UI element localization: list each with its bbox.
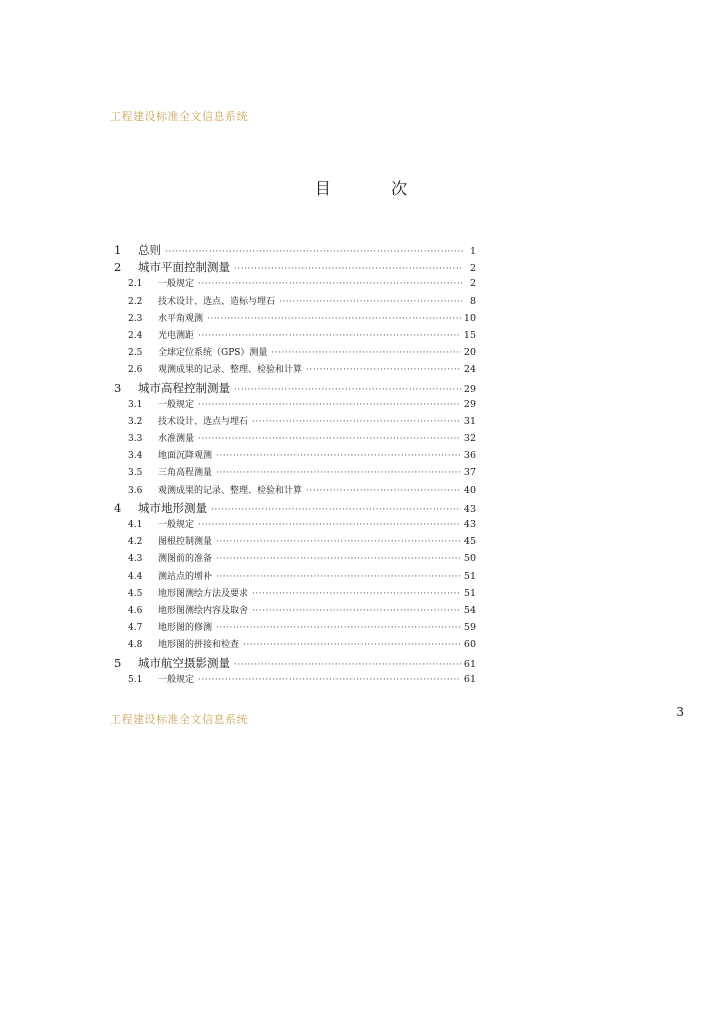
toc-section-row[interactable] xyxy=(114,294,476,311)
toc-leader-dots xyxy=(216,537,461,547)
toc-leader-dots xyxy=(306,365,461,375)
toc-page-number: 50 xyxy=(463,553,476,565)
toc-page-number: 43 xyxy=(463,503,476,515)
toc-leader-dots xyxy=(198,331,461,341)
toc-chapter-row[interactable] xyxy=(114,380,476,397)
toc-section-row[interactable] xyxy=(114,517,476,534)
toc-section-row[interactable] xyxy=(114,672,476,689)
toc-page-number: 15 xyxy=(463,329,476,341)
toc-number: 2.2 xyxy=(128,296,143,307)
toc-number: 2.1 xyxy=(128,279,143,290)
toc-page-number: 36 xyxy=(463,450,476,462)
toc-page-number: 37 xyxy=(463,467,476,479)
toc-page-number: 32 xyxy=(463,433,476,445)
toc-number: 3 xyxy=(114,380,122,395)
toc-title: 总则 xyxy=(138,243,161,257)
toc-title: 地形图测绘内容及取舍 xyxy=(158,605,249,616)
toc-section-row[interactable] xyxy=(114,397,476,414)
title-part-1: 目 xyxy=(314,179,333,198)
toc-title: 技术设计、选点与埋石 xyxy=(158,416,249,427)
toc-chapter-row[interactable] xyxy=(114,242,476,259)
toc-number: 4.3 xyxy=(128,554,143,565)
toc-leader-dots xyxy=(252,417,461,427)
toc-leader-dots xyxy=(216,572,461,582)
toc-leader-dots xyxy=(252,589,461,599)
toc-page-number: 20 xyxy=(463,347,476,359)
toc-leader-dots xyxy=(165,247,463,257)
toc-page-number: 61 xyxy=(463,673,476,685)
toc-number: 2.6 xyxy=(128,365,143,376)
toc-number: 2 xyxy=(114,260,122,275)
table-of-contents xyxy=(114,242,476,689)
toc-title: 技术设计、选点、造标与埋石 xyxy=(158,296,276,307)
toc-number: 3.1 xyxy=(128,399,143,410)
toc-section-row[interactable] xyxy=(114,448,476,465)
toc-page-number: 59 xyxy=(463,622,476,634)
toc-leader-dots xyxy=(252,606,461,616)
toc-number: 4.2 xyxy=(128,537,143,548)
toc-title: 一般规定 xyxy=(158,399,195,410)
toc-section-row[interactable] xyxy=(114,534,476,551)
toc-section-row[interactable] xyxy=(114,311,476,328)
toc-title: 图根控制测量 xyxy=(158,537,213,548)
page-title xyxy=(0,176,724,199)
toc-title: 全球定位系统（GPS）测量 xyxy=(158,348,268,359)
toc-section-row[interactable] xyxy=(114,431,476,448)
toc-number: 4.5 xyxy=(128,588,143,599)
toc-leader-dots xyxy=(216,468,461,478)
toc-number: 3.5 xyxy=(128,468,143,479)
toc-page-number: 2 xyxy=(469,278,476,290)
toc-number: 2.3 xyxy=(128,313,143,324)
toc-leader-dots xyxy=(234,660,461,670)
toc-chapter-row[interactable] xyxy=(114,655,476,672)
toc-number: 3.6 xyxy=(128,485,143,496)
toc-page-number: 54 xyxy=(463,604,476,616)
toc-number: 3.2 xyxy=(128,416,143,427)
toc-leader-dots xyxy=(198,400,461,410)
toc-title: 测站点的增补 xyxy=(158,571,213,582)
toc-title: 一般规定 xyxy=(158,520,195,530)
toc-page-number: 51 xyxy=(463,587,476,599)
toc-leader-dots xyxy=(234,385,461,395)
toc-page-number: 24 xyxy=(463,364,476,376)
toc-leader-dots xyxy=(216,451,461,461)
toc-page-number: 29 xyxy=(463,383,476,395)
toc-number: 4 xyxy=(114,500,122,515)
toc-number: 4.4 xyxy=(128,571,143,582)
toc-title: 城市平面控制测量 xyxy=(138,260,230,275)
toc-number: 2.4 xyxy=(128,330,143,341)
page-number: 3 xyxy=(676,705,684,719)
toc-section-row[interactable] xyxy=(114,637,476,654)
toc-title: 三角高程测量 xyxy=(158,468,213,479)
toc-leader-dots xyxy=(216,554,461,564)
toc-title: 一般规定 xyxy=(158,674,195,685)
toc-page-number: 10 xyxy=(463,312,476,324)
toc-leader-dots xyxy=(198,520,461,530)
toc-title: 地形图的修测 xyxy=(158,623,213,634)
toc-leader-dots xyxy=(198,675,461,685)
toc-section-row[interactable] xyxy=(114,569,476,586)
toc-page-number: 40 xyxy=(463,484,476,496)
toc-page-number: 60 xyxy=(463,639,476,651)
toc-leader-dots xyxy=(207,314,461,324)
toc-title: 一般规定 xyxy=(158,279,195,290)
toc-leader-dots xyxy=(216,623,461,633)
toc-title: 观测成果的记录、整理、检验和计算 xyxy=(158,365,303,376)
toc-leader-dots xyxy=(243,640,461,650)
toc-section-row[interactable] xyxy=(114,328,476,345)
toc-title: 水准测量 xyxy=(158,434,195,445)
toc-leader-dots xyxy=(234,264,463,274)
toc-section-row[interactable] xyxy=(114,414,476,431)
watermark-top: 工程建设标准全文信息系统 xyxy=(110,110,248,123)
toc-leader-dots xyxy=(198,279,463,289)
toc-chapter-row[interactable] xyxy=(114,259,476,276)
toc-page-number: 43 xyxy=(463,519,476,530)
toc-section-row[interactable] xyxy=(114,276,476,293)
toc-number: 1 xyxy=(114,243,122,257)
toc-title: 测图前的准备 xyxy=(158,554,213,565)
toc-title: 地形图的拼接和检查 xyxy=(158,640,240,651)
title-part-2: 次 xyxy=(391,179,410,198)
toc-section-row[interactable] xyxy=(114,603,476,620)
toc-leader-dots xyxy=(271,348,460,358)
toc-number: 5.1 xyxy=(128,674,143,685)
toc-section-row[interactable] xyxy=(114,465,476,482)
toc-title: 水平角观测 xyxy=(158,313,204,324)
toc-section-row[interactable] xyxy=(114,551,476,568)
toc-number: 4.6 xyxy=(128,605,143,616)
toc-page-number: 61 xyxy=(463,658,476,670)
toc-number: 3.4 xyxy=(128,451,143,462)
toc-title: 城市航空摄影测量 xyxy=(138,655,230,670)
toc-number: 4.8 xyxy=(128,640,143,651)
toc-number: 4.7 xyxy=(128,623,143,634)
toc-leader-dots xyxy=(306,486,461,496)
toc-section-row[interactable] xyxy=(114,345,476,362)
toc-number: 2.5 xyxy=(128,348,143,359)
watermark-bottom: 工程建设标准全文信息系统 xyxy=(110,713,248,726)
toc-title: 地形图测绘方法及要求 xyxy=(158,588,249,599)
toc-page-number: 31 xyxy=(463,415,476,427)
toc-page-number: 29 xyxy=(463,398,476,410)
toc-title: 城市地形测量 xyxy=(138,500,207,515)
toc-leader-dots xyxy=(211,505,461,515)
toc-page-number: 1 xyxy=(469,246,476,257)
toc-section-row[interactable] xyxy=(114,620,476,637)
toc-page-number: 2 xyxy=(469,263,476,275)
toc-number: 4.1 xyxy=(128,520,143,530)
toc-title: 观测成果的记录、整理、检验和计算 xyxy=(158,485,303,496)
toc-number: 5 xyxy=(114,655,122,670)
toc-title: 地面沉降观测 xyxy=(158,451,213,462)
toc-section-row[interactable] xyxy=(114,362,476,379)
toc-section-row[interactable] xyxy=(114,586,476,603)
toc-page-number: 8 xyxy=(469,295,476,307)
toc-title: 光电测距 xyxy=(158,330,195,341)
toc-leader-dots xyxy=(198,434,461,444)
toc-page-number: 45 xyxy=(463,536,476,548)
toc-chapter-row[interactable] xyxy=(114,500,476,517)
toc-section-row[interactable] xyxy=(114,483,476,500)
toc-page-number: 51 xyxy=(463,570,476,582)
toc-leader-dots xyxy=(279,297,463,307)
toc-title: 城市高程控制测量 xyxy=(138,380,230,395)
toc-number: 3.3 xyxy=(128,434,143,445)
